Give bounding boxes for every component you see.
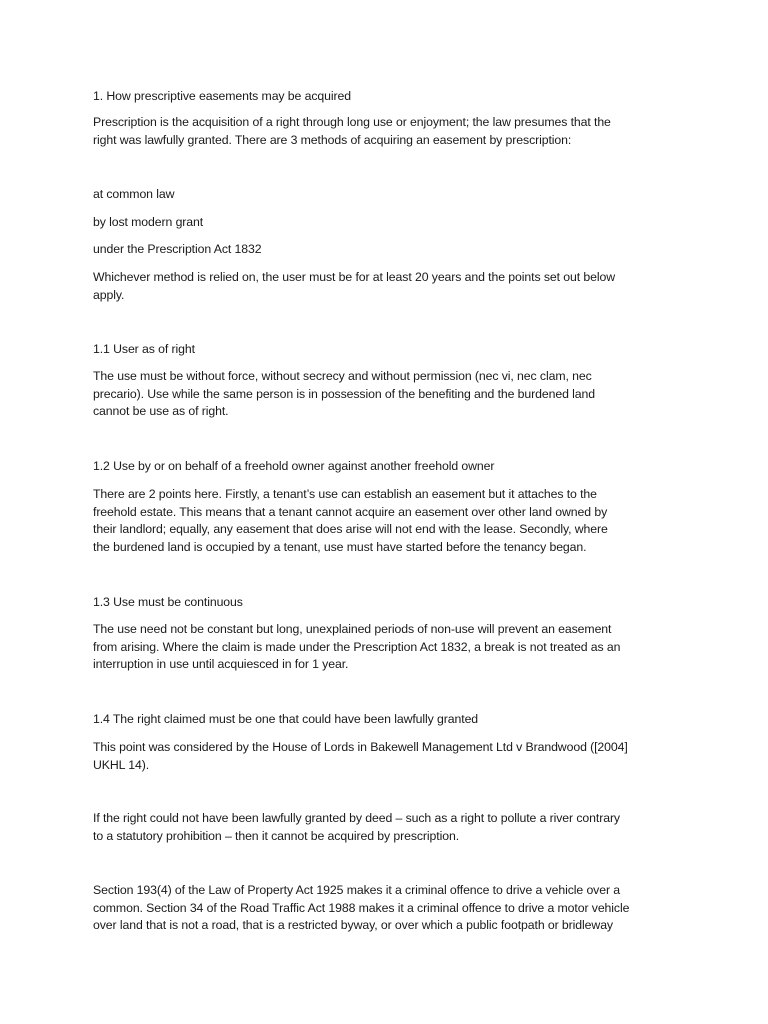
paragraph-line: Prescription is the acquisition of a right through long use or enjoyment; the law presumes that the [93,115,611,129]
heading-text: 1. How prescriptive easements may be acquired [93,89,351,103]
section-1-heading [93,88,683,106]
paragraph-line: the burdened land is occupied by a tenant, use must have started before the tenancy began. [93,539,587,554]
section-1-2-heading [93,458,683,476]
paragraph-line: freehold estate. This means that a tenant cannot acquire an easement over other land owned by [93,504,608,519]
paragraph-line: Section 193(4) of the Law of Property Act 1925 makes it a criminal offence to drive a vehicle over a [93,883,621,897]
method-prescription-act [93,241,683,259]
heading-text: 1.2 Use by or on behalf of a freehold owner against another freehold owner [93,459,495,473]
method-text: by lost modern grant [93,215,204,229]
paragraph-line: common. Section 34 of the Road Traffic Act 1988 makes it a criminal offence to drive a motor vehicle [93,900,630,915]
whichever-paragraph [93,269,683,304]
paragraph-line: UKHL 14). [93,757,150,772]
heading-text: 1.4 The right claimed must be one that could have been lawfully granted [93,712,479,726]
section-1-3-body [93,621,683,674]
section-1-4-statute-paragraph [93,882,683,935]
paragraph-line: to a statutory prohibition – then it cannot be acquired by prescription. [93,828,460,843]
section-1-2-body [93,486,683,556]
section-1-4-heading [93,711,683,729]
method-text: at common law [93,187,175,201]
paragraph-line: over land that is not a road, that is a restricted byway, or over which a public footpath or bridleway [93,918,613,932]
section-1-3-heading [93,594,683,612]
paragraph-line: Whichever method is relied on, the user must be for at least 20 years and the points set out below [93,270,615,284]
section-1-1-heading [93,341,683,359]
paragraph-line: from arising. Where the claim is made under the Prescription Act 1832, a break is not treated as an [93,639,621,654]
paragraph-line: There are 2 points here. Firstly, a tenant’s use can establish an easement but it attaches to the [93,487,597,501]
section-1-4-case-paragraph [93,739,683,774]
paragraph-line: interruption in use until acquiesced in for 1 year. [93,657,349,671]
paragraph-line: The use need not be constant but long, unexplained periods of non-use will prevent an easement [93,622,612,636]
paragraph-line: their landlord; equally, any easement that does arise will not end with the lease. Secondly, where [93,522,608,536]
heading-text: 1.1 User as of right [93,342,195,356]
section-1-1-body [93,368,683,421]
method-lost-modern-grant [93,214,683,232]
paragraph-line: This point was considered by the House of Lords in Bakewell Management Ltd v Brandwood ([2004] [93,740,628,754]
paragraph-line: The use must be without force, without secrecy and without permission (nec vi, nec clam, nec [93,369,592,383]
paragraph-line: cannot be use as of right. [93,404,229,418]
section-1-4-deed-paragraph [93,810,683,845]
paragraph-line: If the right could not have been lawfully granted by deed – such as a right to pollute a river contrary [93,811,620,825]
method-common-law [93,186,683,204]
intro-paragraph [93,114,683,149]
heading-text: 1.3 Use must be continuous [93,595,243,609]
paragraph-line: apply. [93,287,125,302]
method-text: under the Prescription Act 1832 [93,242,262,256]
paragraph-line: right was lawfully granted. There are 3 methods of acquiring an easement by prescription: [93,132,572,147]
paragraph-line: precario). Use while the same person is in possession of the benefiting and the burdened land [93,386,596,401]
